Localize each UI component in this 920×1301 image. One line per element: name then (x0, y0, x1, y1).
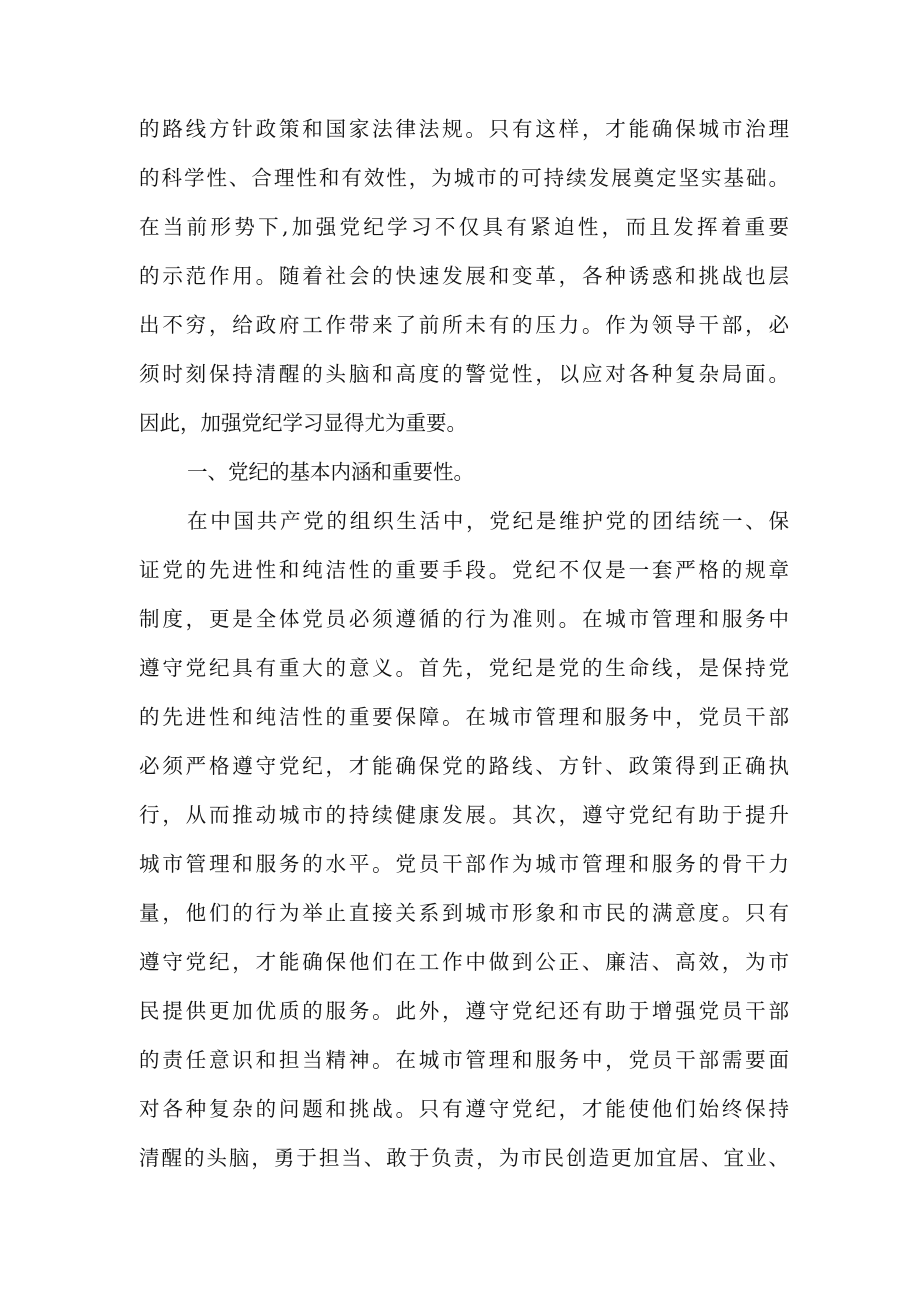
text-line: 证党的先进性和纯洁性的重要手段。党纪不仅是一套严格的规章 (139, 558, 789, 582)
text-line: 的科学性、合理性和有效性，为城市的可持续发展奠定坚实基础。 (139, 166, 789, 190)
text-line: 因此，加强党纪学习显得尤为重要。 (139, 411, 467, 435)
text-line: 遵守党纪，才能确保他们在工作中做到公正、廉洁、高效，为市 (139, 950, 789, 974)
text-line: 制度，更是全体党员必须遵循的行为准则。在城市管理和服务中 (139, 607, 789, 631)
text-line: 遵守党纪具有重大的意义。首先，党纪是党的生命线，是保持党 (139, 656, 789, 680)
text-line: 量，他们的行为举止直接关系到城市形象和市民的满意度。只有 (139, 901, 789, 925)
text-line: 的路线方针政策和国家法律法规。只有这样，才能确保城市治理 (139, 117, 789, 141)
section-heading: 一、党纪的基本内涵和重要性。 (187, 460, 474, 484)
text-line: 城市管理和服务的水平。党员干部作为城市管理和服务的骨干力 (139, 852, 789, 876)
text-line: 的示范作用。随着社会的快速发展和变革，各种诱惑和挑战也层 (139, 264, 789, 288)
text-line: 民提供更加优质的服务。此外，遵守党纪还有助于增强党员干部 (139, 999, 789, 1023)
text-line: 必须严格遵守党纪，才能确保党的路线、方针、政策得到正确执 (139, 754, 789, 778)
text-line: 的责任意识和担当精神。在城市管理和服务中，党员干部需要面 (139, 1048, 789, 1072)
text-line: 对各种复杂的问题和挑战。只有遵守党纪，才能使他们始终保持 (139, 1097, 789, 1121)
text-line: 的先进性和纯洁性的重要保障。在城市管理和服务中，党员干部 (139, 705, 789, 729)
text-line: 在中国共产党的组织生活中，党纪是维护党的团结统一、保 (187, 509, 789, 533)
text-line: 出不穷，给政府工作带来了前所未有的压力。作为领导干部，必 (139, 313, 789, 337)
text-line: 须时刻保持清醒的头脑和高度的警觉性，以应对各种复杂局面。 (139, 362, 789, 386)
text-line: 在当前形势下,加强党纪学习不仅具有紧迫性，而且发挥着重要 (139, 215, 789, 239)
text-line: 行，从而推动城市的持续健康发展。其次，遵守党纪有助于提升 (139, 803, 789, 827)
text-line: 清醒的头脑，勇于担当、敢于负责，为市民创造更加宜居、宜业、 (139, 1146, 789, 1170)
